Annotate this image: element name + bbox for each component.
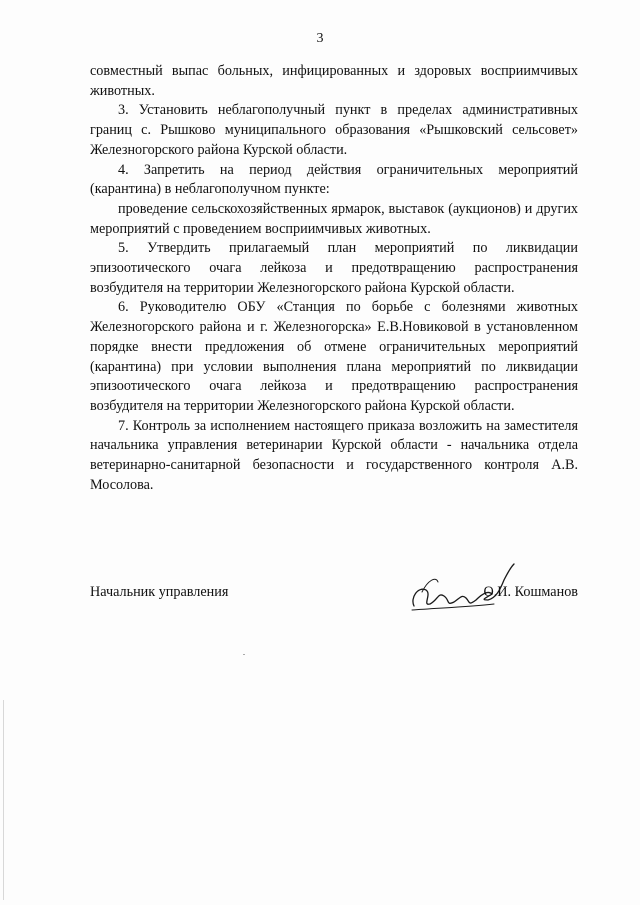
paragraph-item-5: 5. Утвердить прилагаемый план мероприятий по ликвидации эпизоотического очага лейкоза и предотвращению распространения возбудителя на территории Железногорского района Курской области. bbox=[90, 240, 578, 296]
scan-artifact-dot bbox=[243, 654, 245, 655]
signatory-name: О.И. Кошманов bbox=[483, 584, 578, 600]
paragraph-item-3: 3. Установить неблагополучный пункт в пределах административных границ с. Рышково муниципального образования «Рышковский сельсовет» Железногорского района Курской области. bbox=[90, 102, 578, 158]
document-body bbox=[90, 62, 578, 495]
paragraph-item-4: 4. Запретить на период действия ограничительных мероприятий (карантина) в неблагополучном пункте: bbox=[90, 161, 578, 198]
paragraph-continuation: совместный выпас больных, инфицированных и здоровых восприимчивых животных. bbox=[90, 63, 578, 99]
paragraph-item-6: 6. Руководителю ОБУ «Станция по борьбе с болезнями животных Железногорского района и г. Железногорска» Е.В.Новиковой в установленном порядке внести предложения об отмене ограничительных мероприятий (карантина) при условии выполнения плана мероприятий по ликвидации эпизоотического очага лейкоза и предотвращению распространения возбудителя на территории Железногорского района Курской области. bbox=[90, 299, 578, 414]
paragraph-item-4-detail: проведение сельскохозяйственных ярмарок, выставок (аукционов) и других мероприятий с проведением восприимчивых животных. bbox=[90, 200, 578, 237]
signature-block bbox=[90, 578, 578, 618]
scan-edge-line bbox=[3, 700, 4, 900]
paragraph-item-7: 7. Контроль за исполнением настоящего приказа возложить на заместителя начальника управления ветеринарии Курской области - начальника отдела ветеринарно-санитарной безопасности и государственного контроля А.В. Мосолова. bbox=[90, 417, 578, 493]
page-number: 3 bbox=[316, 31, 324, 46]
signatory-title: Начальник управления bbox=[90, 584, 229, 600]
